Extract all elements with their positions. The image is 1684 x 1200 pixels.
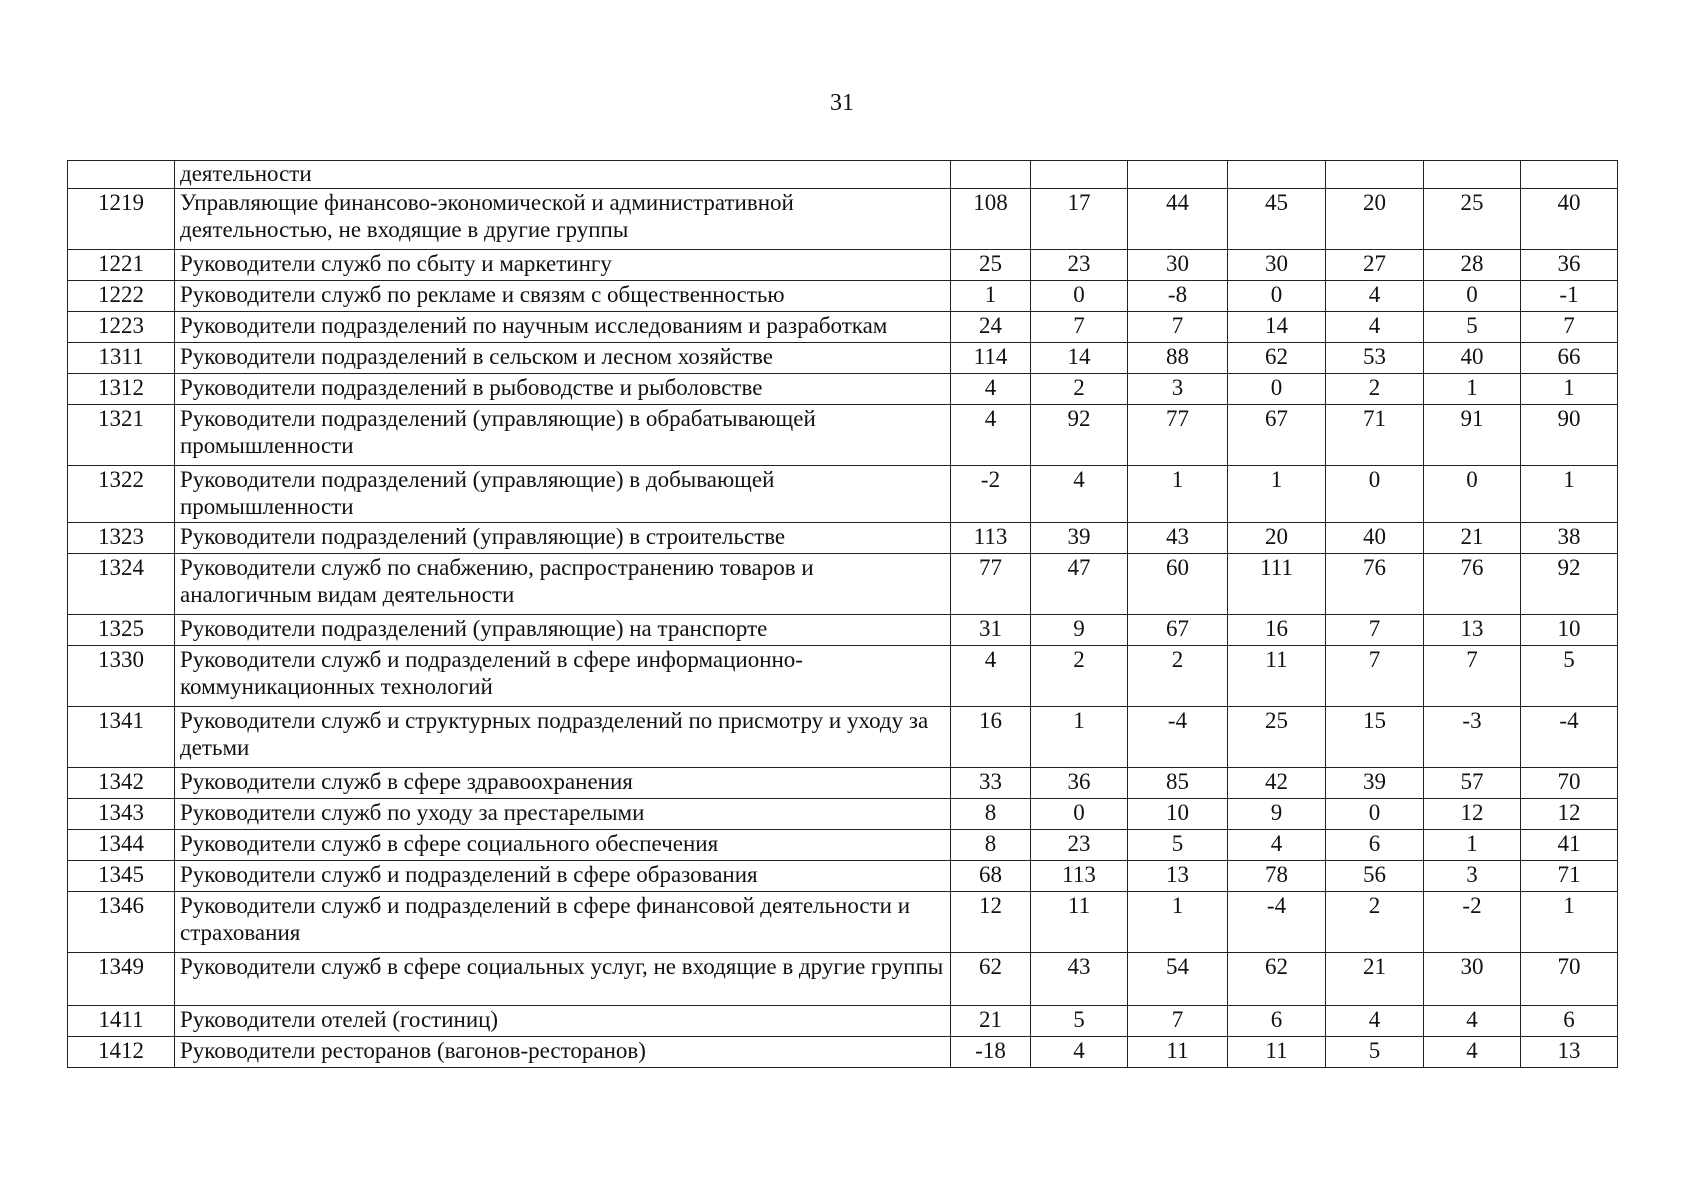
value-cell: 21	[1424, 523, 1521, 554]
value-cell: -3	[1424, 707, 1521, 768]
value-cell: 4	[1031, 466, 1128, 523]
value-cell: 39	[1031, 523, 1128, 554]
value-cell: -2	[951, 466, 1031, 523]
occupation-name-cell: Руководители подразделений (управляющие) в добывающей промышленности	[175, 466, 951, 523]
page-number: 31	[830, 90, 854, 116]
occupation-name-cell: Руководители подразделений (управляющие) на транспорте	[175, 615, 951, 646]
value-cell: 7	[1031, 312, 1128, 343]
occupation-code-cell: 1323	[68, 523, 175, 554]
value-cell: 30	[1128, 250, 1228, 281]
value-cell: 40	[1424, 343, 1521, 374]
occupation-code-cell: 1342	[68, 768, 175, 799]
value-cell: 2	[1326, 374, 1424, 405]
occupation-code-cell: 1223	[68, 312, 175, 343]
occupation-code-cell: 1312	[68, 374, 175, 405]
value-cell: -2	[1424, 892, 1521, 953]
value-cell: 85	[1128, 768, 1228, 799]
occupation-code-cell: 1346	[68, 892, 175, 953]
value-cell: 7	[1424, 646, 1521, 707]
value-cell: 41	[1521, 830, 1618, 861]
occupation-code-cell: 1219	[68, 189, 175, 250]
value-cell: 43	[1128, 523, 1228, 554]
value-cell: 23	[1031, 830, 1128, 861]
value-cell: 3	[1424, 861, 1521, 892]
value-cell: 53	[1326, 343, 1424, 374]
value-cell: -18	[951, 1037, 1031, 1068]
occupation-code-cell: 1349	[68, 953, 175, 1006]
value-cell: 67	[1228, 405, 1326, 466]
value-cell: 27	[1326, 250, 1424, 281]
value-cell: 113	[1031, 861, 1128, 892]
value-cell: 31	[951, 615, 1031, 646]
value-cell: 20	[1228, 523, 1326, 554]
table-row	[68, 343, 1618, 374]
value-cell: 5	[1424, 312, 1521, 343]
value-cell: 10	[1128, 799, 1228, 830]
value-cell: 76	[1424, 554, 1521, 615]
value-cell: 91	[1424, 405, 1521, 466]
table-row	[68, 615, 1618, 646]
table-row	[68, 1006, 1618, 1037]
value-cell: 70	[1521, 768, 1618, 799]
value-cell: 57	[1424, 768, 1521, 799]
table-row	[68, 281, 1618, 312]
value-cell: 15	[1326, 707, 1424, 768]
value-cell: 8	[951, 830, 1031, 861]
value-cell: 42	[1228, 768, 1326, 799]
table-row	[68, 405, 1618, 466]
occupation-name-cell: Руководители служб в сфере здравоохранения	[175, 768, 951, 799]
occupation-code-cell: 1325	[68, 615, 175, 646]
value-cell: 92	[1521, 554, 1618, 615]
table-row	[68, 161, 1618, 189]
value-cell: 7	[1326, 615, 1424, 646]
value-cell: 4	[1326, 1006, 1424, 1037]
table-row	[68, 646, 1618, 707]
value-cell: 0	[1424, 466, 1521, 523]
value-cell: 13	[1128, 861, 1228, 892]
table-row	[68, 189, 1618, 250]
occupation-code-cell: 1343	[68, 799, 175, 830]
value-cell: 9	[1228, 799, 1326, 830]
value-cell: 40	[1521, 189, 1618, 250]
value-cell	[951, 161, 1031, 189]
value-cell: 2	[1128, 646, 1228, 707]
value-cell: 62	[1228, 343, 1326, 374]
occupation-code-cell: 1411	[68, 1006, 175, 1037]
table-row	[68, 707, 1618, 768]
occupation-name-cell: Руководители служб и подразделений в сфере финансовой деятельности и страхования	[175, 892, 951, 953]
value-cell: 24	[951, 312, 1031, 343]
value-cell: 68	[951, 861, 1031, 892]
value-cell: 7	[1326, 646, 1424, 707]
value-cell: 4	[1031, 1037, 1128, 1068]
value-cell	[1228, 161, 1326, 189]
value-cell: 38	[1521, 523, 1618, 554]
value-cell: 47	[1031, 554, 1128, 615]
table-body	[68, 161, 1618, 1068]
value-cell	[1521, 161, 1618, 189]
value-cell: 70	[1521, 953, 1618, 1006]
value-cell: -8	[1128, 281, 1228, 312]
value-cell: 5	[1326, 1037, 1424, 1068]
occupation-code-cell: 1344	[68, 830, 175, 861]
value-cell: 13	[1424, 615, 1521, 646]
value-cell	[1128, 161, 1228, 189]
table-row	[68, 1037, 1618, 1068]
table-row	[68, 768, 1618, 799]
value-cell: 30	[1228, 250, 1326, 281]
occupation-name-cell: Руководители служб в сфере социальных услуг, не входящие в другие группы	[175, 953, 951, 1006]
value-cell: 9	[1031, 615, 1128, 646]
value-cell: 4	[1424, 1006, 1521, 1037]
value-cell: 4	[1424, 1037, 1521, 1068]
occupation-name-cell: Руководители отелей (гостиниц)	[175, 1006, 951, 1037]
value-cell: 113	[951, 523, 1031, 554]
value-cell	[1326, 161, 1424, 189]
occupation-name-cell: Руководители подразделений (управляющие) в обрабатывающей промышленности	[175, 405, 951, 466]
occupation-code-cell: 1412	[68, 1037, 175, 1068]
value-cell: 62	[951, 953, 1031, 1006]
value-cell: 1	[1521, 374, 1618, 405]
value-cell: 39	[1326, 768, 1424, 799]
value-cell: 16	[1228, 615, 1326, 646]
value-cell: 67	[1128, 615, 1228, 646]
table-row	[68, 523, 1618, 554]
value-cell: -1	[1521, 281, 1618, 312]
value-cell: 1	[1521, 892, 1618, 953]
occupation-code-cell: 1321	[68, 405, 175, 466]
occupation-code-cell: 1324	[68, 554, 175, 615]
value-cell: 2	[1031, 646, 1128, 707]
value-cell: 4	[1326, 281, 1424, 312]
value-cell: 5	[1128, 830, 1228, 861]
table-row	[68, 250, 1618, 281]
table-row	[68, 861, 1618, 892]
value-cell: 44	[1128, 189, 1228, 250]
value-cell: 28	[1424, 250, 1521, 281]
value-cell: 114	[951, 343, 1031, 374]
value-cell: 4	[1326, 312, 1424, 343]
value-cell: 0	[1326, 466, 1424, 523]
table-row	[68, 830, 1618, 861]
value-cell: 21	[951, 1006, 1031, 1037]
value-cell: 1	[1424, 374, 1521, 405]
table-row	[68, 312, 1618, 343]
occupation-name-cell: Руководители служб и подразделений в сфере информационно-коммуникационных технологий	[175, 646, 951, 707]
value-cell: 11	[1228, 646, 1326, 707]
value-cell: 92	[1031, 405, 1128, 466]
value-cell: 20	[1326, 189, 1424, 250]
occupation-name-cell: Руководители ресторанов (вагонов-ресторанов)	[175, 1037, 951, 1068]
value-cell: 76	[1326, 554, 1424, 615]
value-cell: 111	[1228, 554, 1326, 615]
value-cell: 4	[951, 646, 1031, 707]
occupation-name-cell: Управляющие финансово-экономической и административной деятельностью, не входящие в другие группы	[175, 189, 951, 250]
value-cell: 11	[1228, 1037, 1326, 1068]
table-row	[68, 554, 1618, 615]
occupation-name-cell: Руководители служб и структурных подразделений по присмотру и уходу за детьми	[175, 707, 951, 768]
value-cell: 40	[1326, 523, 1424, 554]
occupation-code-cell: 1322	[68, 466, 175, 523]
occupation-name-cell: Руководители подразделений (управляющие) в строительстве	[175, 523, 951, 554]
value-cell: 30	[1424, 953, 1521, 1006]
occupation-code-cell: 1222	[68, 281, 175, 312]
value-cell: 45	[1228, 189, 1326, 250]
value-cell: 1	[951, 281, 1031, 312]
value-cell: 1	[1128, 466, 1228, 523]
occupation-name-cell: Руководители служб по уходу за престарелыми	[175, 799, 951, 830]
table-row	[68, 953, 1618, 1006]
value-cell: 108	[951, 189, 1031, 250]
value-cell: 14	[1031, 343, 1128, 374]
value-cell: 6	[1326, 830, 1424, 861]
table-row	[68, 799, 1618, 830]
value-cell: 4	[951, 374, 1031, 405]
value-cell: 25	[951, 250, 1031, 281]
value-cell: 16	[951, 707, 1031, 768]
value-cell: 60	[1128, 554, 1228, 615]
value-cell	[1031, 161, 1128, 189]
occupation-name-cell: Руководители служб по снабжению, распространению товаров и аналогичным видам деятельности	[175, 554, 951, 615]
value-cell: 12	[1521, 799, 1618, 830]
value-cell: 0	[1031, 281, 1128, 312]
value-cell: 0	[1228, 374, 1326, 405]
value-cell: 66	[1521, 343, 1618, 374]
value-cell: 21	[1326, 953, 1424, 1006]
value-cell: 8	[951, 799, 1031, 830]
value-cell: 7	[1128, 1006, 1228, 1037]
occupation-table	[67, 160, 1618, 1068]
occupation-name-cell: Руководители служб по сбыту и маркетингу	[175, 250, 951, 281]
occupation-name-cell: деятельности	[175, 161, 951, 189]
value-cell: 11	[1128, 1037, 1228, 1068]
value-cell: -4	[1228, 892, 1326, 953]
value-cell: 77	[951, 554, 1031, 615]
value-cell: 6	[1228, 1006, 1326, 1037]
value-cell: 71	[1521, 861, 1618, 892]
value-cell: 4	[1228, 830, 1326, 861]
occupation-name-cell: Руководители служб по рекламе и связям с общественностью	[175, 281, 951, 312]
value-cell: 54	[1128, 953, 1228, 1006]
value-cell: -4	[1128, 707, 1228, 768]
occupation-name-cell: Руководители подразделений в рыбоводстве и рыболовстве	[175, 374, 951, 405]
value-cell: 25	[1228, 707, 1326, 768]
occupation-name-cell: Руководители подразделений в сельском и лесном хозяйстве	[175, 343, 951, 374]
occupation-code-cell: 1221	[68, 250, 175, 281]
occupation-code-cell: 1345	[68, 861, 175, 892]
occupation-name-cell: Руководители служб и подразделений в сфере образования	[175, 861, 951, 892]
value-cell: 36	[1031, 768, 1128, 799]
value-cell: 2	[1326, 892, 1424, 953]
value-cell: 1	[1228, 466, 1326, 523]
value-cell: 2	[1031, 374, 1128, 405]
occupation-name-cell: Руководители служб в сфере социального обеспечения	[175, 830, 951, 861]
value-cell: 4	[951, 405, 1031, 466]
value-cell: 12	[951, 892, 1031, 953]
value-cell: 0	[1228, 281, 1326, 312]
value-cell: 56	[1326, 861, 1424, 892]
value-cell: 13	[1521, 1037, 1618, 1068]
value-cell: 43	[1031, 953, 1128, 1006]
value-cell: 1	[1521, 466, 1618, 523]
value-cell: 62	[1228, 953, 1326, 1006]
value-cell: 1	[1031, 707, 1128, 768]
value-cell: 36	[1521, 250, 1618, 281]
value-cell: 7	[1521, 312, 1618, 343]
value-cell: 88	[1128, 343, 1228, 374]
value-cell: 78	[1228, 861, 1326, 892]
value-cell: 7	[1128, 312, 1228, 343]
table-row	[68, 892, 1618, 953]
value-cell: 77	[1128, 405, 1228, 466]
value-cell: 12	[1424, 799, 1521, 830]
value-cell: 11	[1031, 892, 1128, 953]
occupation-name-cell: Руководители подразделений по научным исследованиям и разработкам	[175, 312, 951, 343]
value-cell	[1424, 161, 1521, 189]
value-cell: 5	[1031, 1006, 1128, 1037]
value-cell: 33	[951, 768, 1031, 799]
value-cell: 3	[1128, 374, 1228, 405]
value-cell: 10	[1521, 615, 1618, 646]
value-cell: 6	[1521, 1006, 1618, 1037]
value-cell: 90	[1521, 405, 1618, 466]
occupation-code-cell: 1341	[68, 707, 175, 768]
value-cell: 14	[1228, 312, 1326, 343]
value-cell: 5	[1521, 646, 1618, 707]
occupation-code-cell	[68, 161, 175, 189]
value-cell: 0	[1424, 281, 1521, 312]
value-cell: 17	[1031, 189, 1128, 250]
table-row	[68, 466, 1618, 523]
occupation-code-cell: 1311	[68, 343, 175, 374]
value-cell: 71	[1326, 405, 1424, 466]
occupation-code-cell: 1330	[68, 646, 175, 707]
value-cell: 1	[1128, 892, 1228, 953]
value-cell: 23	[1031, 250, 1128, 281]
value-cell: 0	[1326, 799, 1424, 830]
value-cell: 1	[1424, 830, 1521, 861]
value-cell: 0	[1031, 799, 1128, 830]
table-row	[68, 374, 1618, 405]
value-cell: 25	[1424, 189, 1521, 250]
value-cell: -4	[1521, 707, 1618, 768]
